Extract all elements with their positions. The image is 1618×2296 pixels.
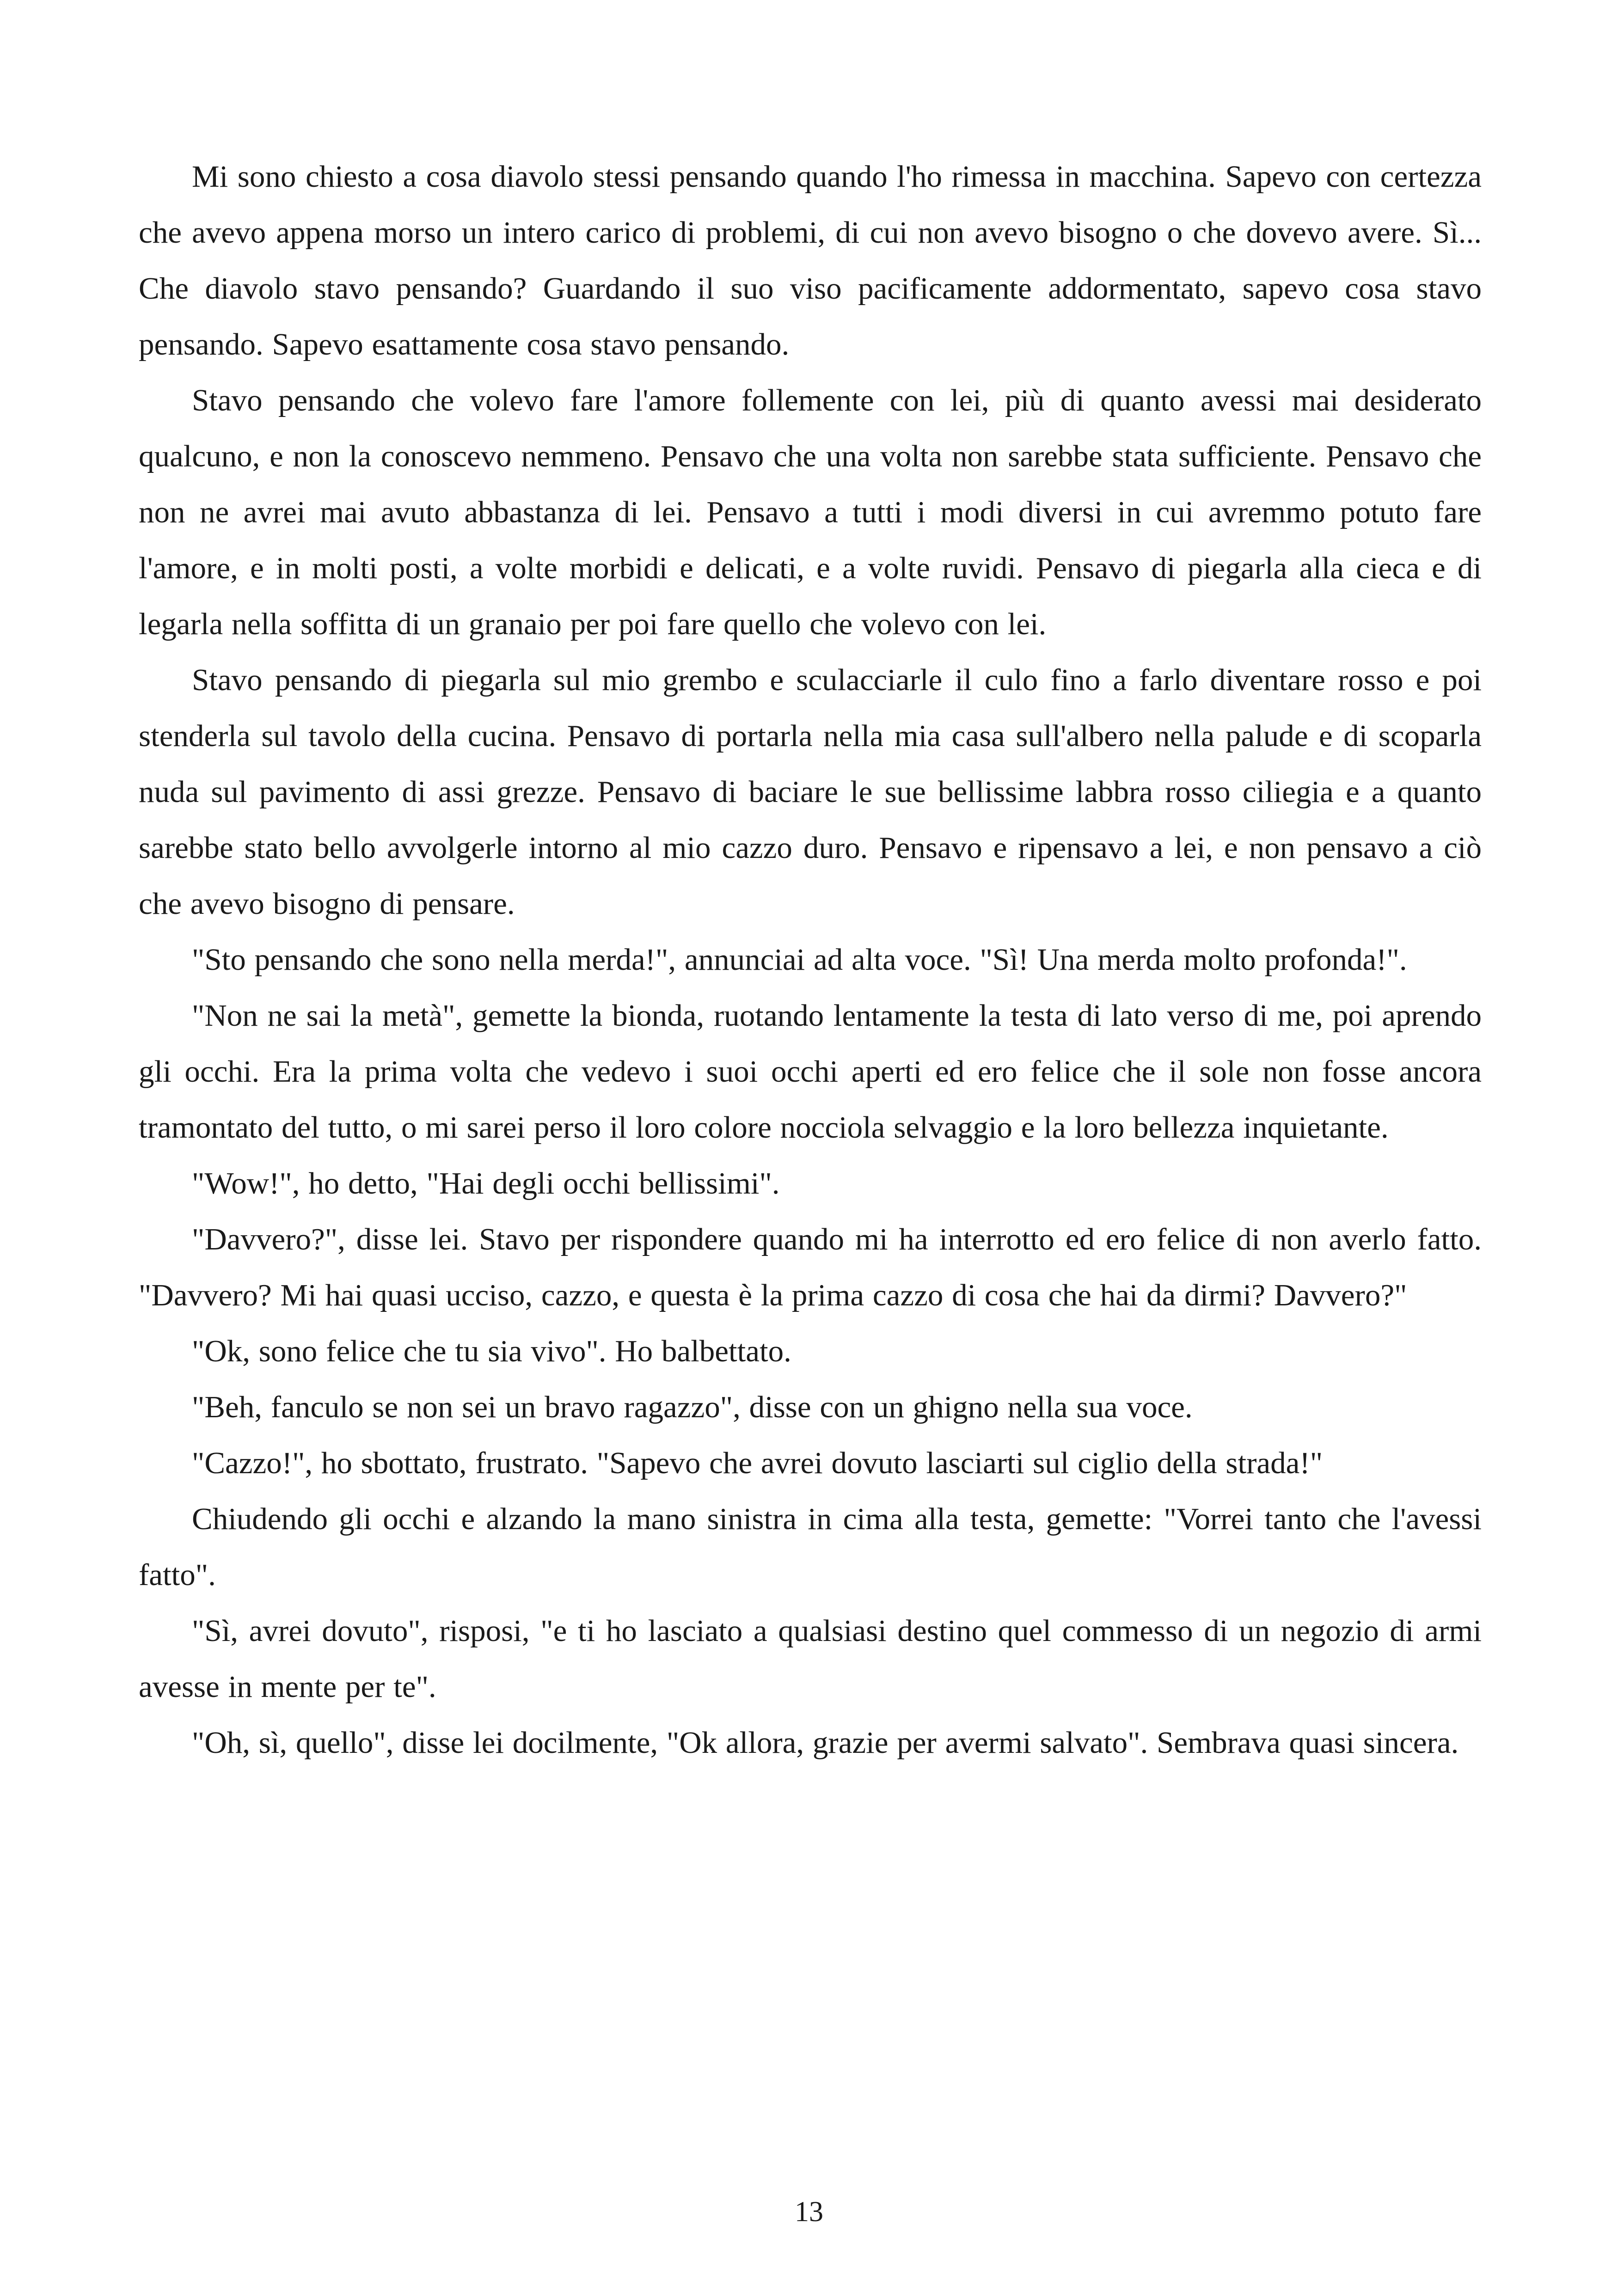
paragraph: Stavo pensando di piegarla sul mio grembo e sculacciarle il culo fino a farlo diventare rosso e poi stenderla sul tavolo della cucina. Pensavo di portarla nella mia casa sull'albero nella palude e di scoparla nuda sul pavimento di assi grezze. Pensavo di baciare le sue bellissime labbra rosso ciliegia e a quanto sarebbe stato bello avvolgerle intorno al mio cazzo duro. Pensavo e ripensavo a lei, e non pensavo a ciò che avevo bisogno di pensare. [139, 663, 1482, 921]
paragraph: "Beh, fanculo se non sei un bravo ragazzo", disse con un ghigno nella sua voce. [192, 1390, 1193, 1424]
paragraph: "Oh, sì, quello", disse lei docilmente, "Ok allora, grazie per avermi salvato". Sembrava quasi sincera. [192, 1726, 1459, 1760]
paragraph: "Davvero?", disse lei. Stavo per rispondere quando mi ha interrotto ed ero felice di non averlo fatto. "Davvero? Mi hai quasi ucciso, cazzo, e questa è la prima cazzo di cosa che hai da dirmi? Davvero?" [139, 1222, 1482, 1312]
paragraph: "Ok, sono felice che tu sia vivo". Ho balbettato. [192, 1334, 791, 1368]
paragraph: "Sto pensando che sono nella merda!", annunciai ad alta voce. "Sì! Una merda molto profonda!". [192, 943, 1407, 977]
paragraph: "Cazzo!", ho sbottato, frustrato. "Sapevo che avrei dovuto lasciarti sul ciglio della strada!" [192, 1446, 1323, 1480]
paragraph: Stavo pensando che volevo fare l'amore follemente con lei, più di quanto avessi mai desiderato qualcuno, e non la conoscevo nemmeno. Pensavo che una volta non sarebbe stata sufficiente. Pensavo che non ne avrei mai avuto abbastanza di lei. Pensavo a tutti i modi diversi in cui avremmo potuto fare l'amore, e in molti posti, a volte morbidi e delicati, e a volte ruvidi. Pensavo di piegarla alla cieca e di legarla nella soffitta di un granaio per poi fare quello che volevo con lei. [139, 383, 1482, 641]
paragraph: "Sì, avrei dovuto", risposi, "e ti ho lasciato a qualsiasi destino quel commesso di un negozio di armi avesse in mente per te". [139, 1614, 1482, 1704]
page-number: 13 [795, 2196, 823, 2228]
paragraph: "Non ne sai la metà", gemette la bionda, ruotando lentamente la testa di lato verso di me, poi aprendo gli occhi. Era la prima volta che vedevo i suoi occhi aperti ed ero felice che il sole non fosse ancora tramontato del tutto, o mi sarei perso il loro colore nocciola selvaggio e la loro bellezza inquietante. [139, 998, 1482, 1145]
text-body [139, 149, 1482, 1771]
paragraph: Mi sono chiesto a cosa diavolo stessi pensando quando l'ho rimessa in macchina. Sapevo con certezza che avevo appena morso un intero carico di problemi, di cui non avevo bisogno o che dovevo avere. Sì... Che diavolo stavo pensando? Guardando il suo viso pacificamente addormentato, sapevo cosa stavo pensando. Sapevo esattamente cosa stavo pensando. [139, 159, 1482, 361]
paragraph: Chiudendo gli occhi e alzando la mano sinistra in cima alla testa, gemette: "Vorrei tanto che l'avessi fatto". [139, 1502, 1482, 1592]
paragraph: "Wow!", ho detto, "Hai degli occhi bellissimi". [192, 1166, 780, 1200]
